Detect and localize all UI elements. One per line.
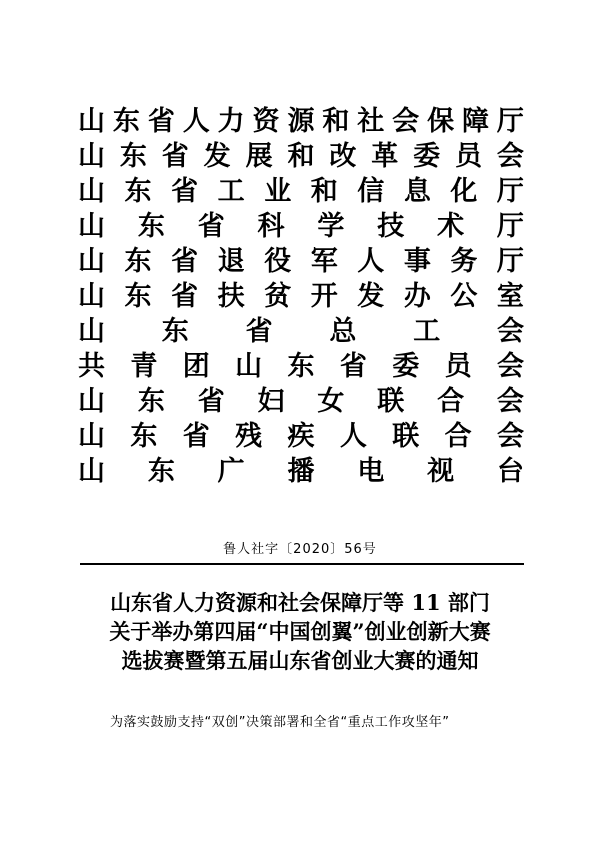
issuer-char: 员 — [444, 351, 472, 382]
issuer-char: 山 — [78, 106, 105, 137]
separator-line — [80, 563, 524, 565]
title-line-2: 关于举办第四届“中国创翼”创业创新大赛 — [109, 619, 491, 644]
issuer-char: 东 — [137, 211, 165, 242]
issuer-row — [78, 279, 524, 314]
issuer-char: 青 — [130, 351, 158, 382]
issuer-char: 团 — [182, 351, 210, 382]
issuer-char: 资 — [252, 106, 280, 137]
issuing-agencies — [78, 104, 524, 489]
issuer-char: 工 — [217, 176, 245, 207]
issuer-char: 残 — [235, 421, 263, 452]
issuer-char: 业 — [264, 176, 292, 207]
issuer-char: 东 — [124, 176, 152, 207]
issuer-char: 军 — [310, 246, 338, 277]
issuer-char: 省 — [245, 316, 273, 347]
issuer-char: 役 — [264, 246, 292, 277]
issuer-char: 东 — [124, 281, 152, 312]
issuer-char: 人 — [182, 106, 210, 137]
issuer-row — [78, 139, 524, 174]
issuer-char: 省 — [197, 386, 225, 417]
issuer-char: 省 — [147, 106, 175, 137]
issuer-char: 山 — [78, 246, 105, 277]
issuer-char: 源 — [287, 106, 315, 137]
issuer-row — [78, 384, 524, 419]
issuer-char: 女 — [317, 386, 345, 417]
issuer-char: 人 — [357, 246, 385, 277]
issuer-char: 山 — [78, 141, 105, 172]
issuer-char: 省 — [161, 141, 189, 172]
issuer-char: 共 — [78, 351, 105, 382]
issuer-char: 厅 — [496, 246, 524, 277]
issuer-row — [78, 244, 524, 279]
issuer-char: 省 — [171, 281, 199, 312]
issuer-char: 革 — [371, 141, 399, 172]
issuer-char: 山 — [78, 211, 105, 242]
issuer-char: 联 — [377, 386, 405, 417]
issuer-row — [78, 209, 524, 244]
issuer-char: 山 — [78, 281, 105, 312]
document-number: 鲁人社字〔2020〕56号 — [223, 542, 377, 557]
issuer-char: 会 — [392, 106, 420, 137]
title-line-1: 山东省人力资源和社会保障厅等 11 部门 — [110, 590, 490, 615]
issuer-char: 播 — [287, 456, 315, 487]
issuer-row — [78, 454, 524, 489]
issuer-char: 科 — [257, 211, 285, 242]
issuer-char: 广 — [217, 456, 245, 487]
issuer-char: 东 — [147, 456, 175, 487]
issuer-char: 和 — [310, 176, 338, 207]
issuer-char: 术 — [437, 211, 465, 242]
issuer-char: 山 — [78, 456, 105, 487]
issuer-char: 信 — [357, 176, 385, 207]
issuer-char: 息 — [403, 176, 431, 207]
issuer-char: 山 — [78, 316, 105, 347]
issuer-char: 员 — [455, 141, 483, 172]
issuer-char: 东 — [119, 141, 147, 172]
issuer-char: 山 — [78, 386, 105, 417]
issuer-char: 联 — [392, 421, 420, 452]
issuer-char: 省 — [182, 421, 210, 452]
issuer-char: 发 — [203, 141, 231, 172]
issuer-char: 东 — [130, 421, 158, 452]
title-line-3: 选拔赛暨第五届山东省创业大赛的通知 — [121, 648, 479, 673]
issuer-char: 省 — [171, 176, 199, 207]
issuer-char: 疾 — [287, 421, 315, 452]
issuer-char: 和 — [322, 106, 350, 137]
issuer-char: 工 — [413, 316, 441, 347]
issuer-char: 厅 — [496, 176, 524, 207]
issuer-char: 退 — [217, 246, 245, 277]
issuer-char: 厅 — [496, 211, 524, 242]
issuer-char: 会 — [496, 316, 524, 347]
issuer-char: 省 — [339, 351, 367, 382]
issuer-char: 台 — [496, 456, 524, 487]
body-first-line: 为落实鼓励支持“双创”决策部署和全省“重点工作攻坚年” — [110, 715, 450, 730]
issuer-char: 委 — [413, 141, 441, 172]
issuer-char: 扶 — [217, 281, 245, 312]
issuer-char: 办 — [403, 281, 431, 312]
issuer-char: 事 — [403, 246, 431, 277]
issuer-char: 会 — [496, 386, 524, 417]
issuer-char: 人 — [339, 421, 367, 452]
issuer-char: 东 — [112, 106, 140, 137]
issuer-char: 保 — [427, 106, 455, 137]
issuer-char: 发 — [357, 281, 385, 312]
issuer-char: 公 — [450, 281, 478, 312]
issuer-char: 妇 — [257, 386, 285, 417]
issuer-char: 山 — [78, 176, 105, 207]
issuer-char: 合 — [444, 421, 472, 452]
issuer-row — [78, 174, 524, 209]
issuer-char: 东 — [287, 351, 315, 382]
issuer-char: 省 — [197, 211, 225, 242]
issuer-char: 省 — [171, 246, 199, 277]
issuer-char: 开 — [310, 281, 338, 312]
issuer-char: 东 — [124, 246, 152, 277]
issuer-char: 展 — [245, 141, 273, 172]
issuer-char: 力 — [217, 106, 245, 137]
issuer-char: 会 — [497, 351, 524, 382]
document-title — [0, 588, 600, 675]
issuer-char: 山 — [78, 421, 105, 452]
issuer-char: 电 — [357, 456, 385, 487]
issuer-char: 务 — [450, 246, 478, 277]
issuer-char: 视 — [427, 456, 455, 487]
issuer-char: 社 — [357, 106, 385, 137]
issuer-row — [78, 314, 524, 349]
issuer-char: 学 — [317, 211, 345, 242]
issuer-char: 技 — [377, 211, 405, 242]
issuer-char: 贫 — [264, 281, 292, 312]
issuer-char: 会 — [496, 141, 524, 172]
issuer-row — [78, 419, 524, 454]
issuer-row — [78, 104, 524, 139]
issuer-char: 化 — [450, 176, 478, 207]
issuer-char: 室 — [496, 281, 524, 312]
issuer-char: 会 — [497, 421, 524, 452]
issuer-char: 合 — [437, 386, 465, 417]
issuer-char: 厅 — [496, 106, 524, 137]
issuer-char: 山 — [235, 351, 263, 382]
issuer-char: 和 — [287, 141, 315, 172]
issuer-char: 改 — [329, 141, 357, 172]
issuer-char: 总 — [329, 316, 357, 347]
issuer-char: 东 — [137, 386, 165, 417]
issuer-char: 障 — [461, 106, 489, 137]
issuer-char: 委 — [392, 351, 420, 382]
issuer-char: 东 — [161, 316, 189, 347]
issuer-row — [78, 349, 524, 384]
